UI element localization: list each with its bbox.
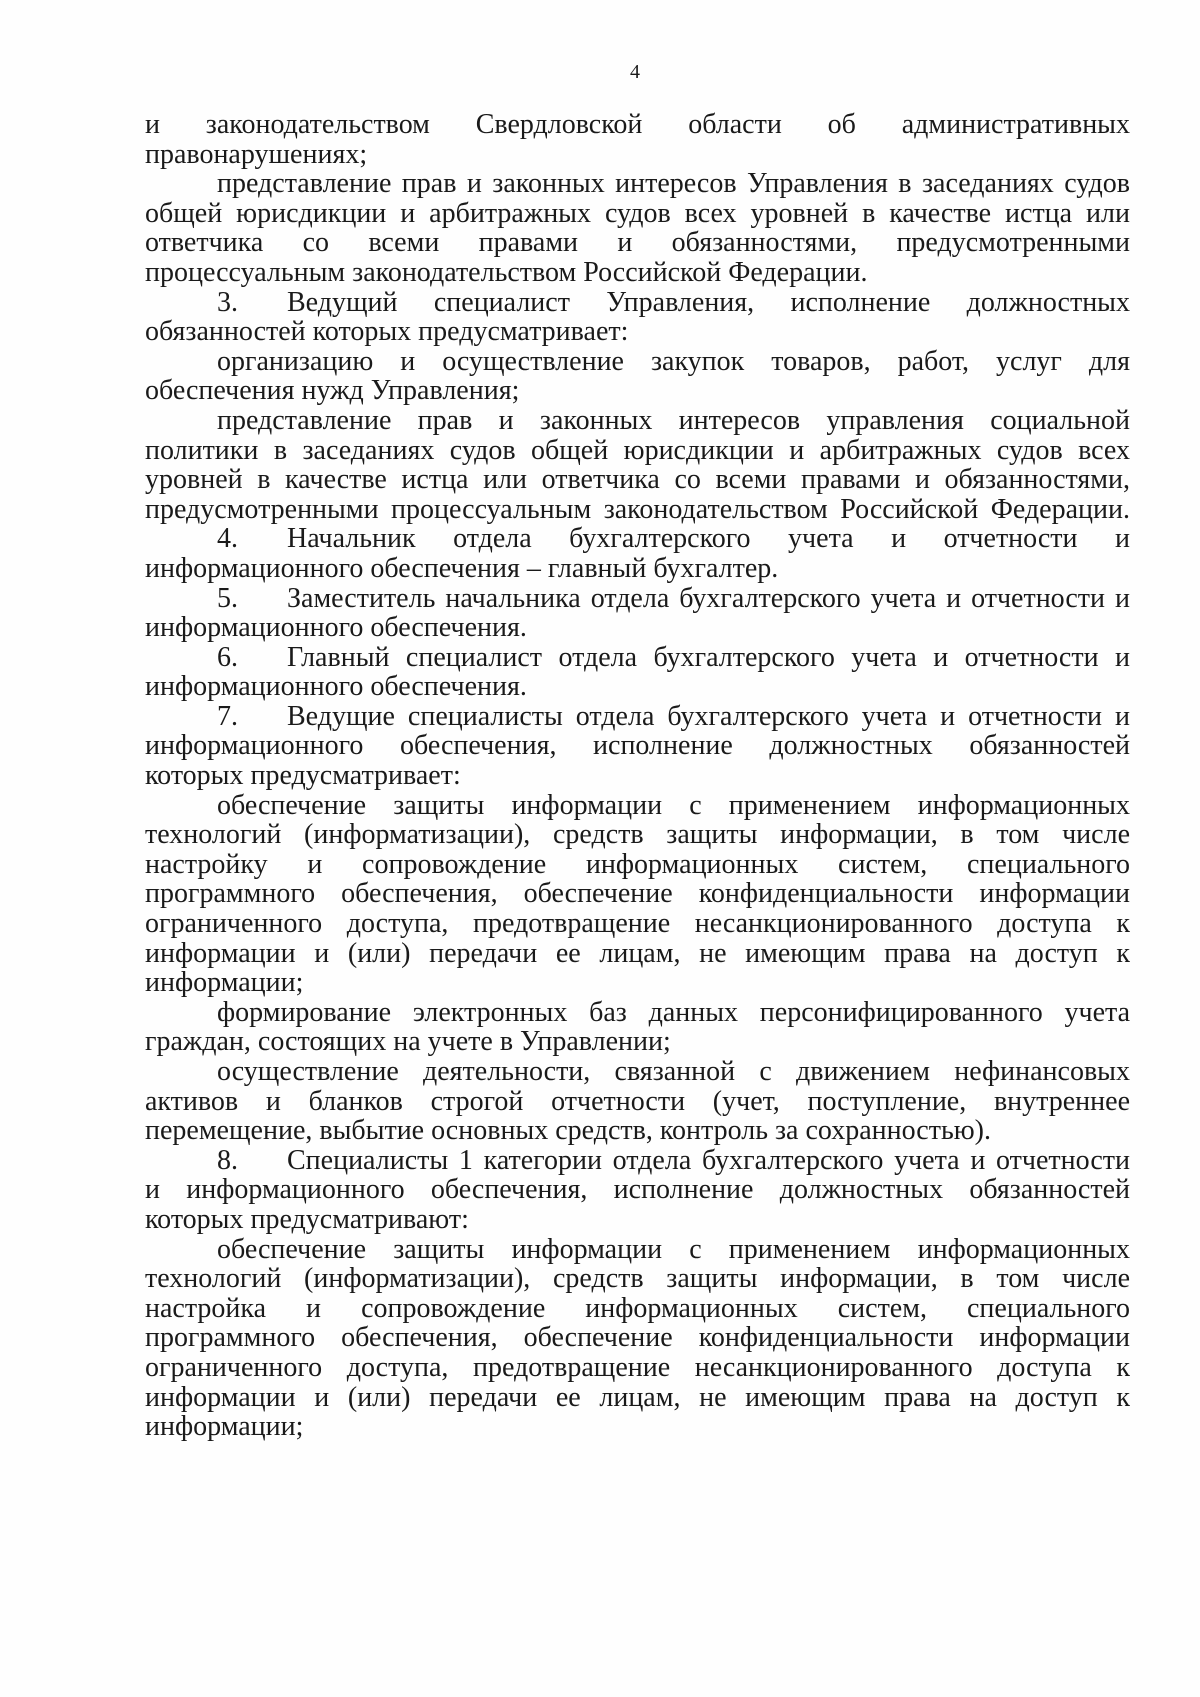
text-line: [145, 1294, 1130, 1324]
line-text: активов и бланков строгой отчетности (учет, поступление, внутреннее: [145, 1085, 1130, 1117]
line-text: уровней в качестве истца или ответчика со всеми правами и обязанностями,: [145, 464, 1130, 496]
line-text: информации и (или) передачи ее лицам, не имеющим права на доступ к: [145, 1381, 1130, 1413]
item-number: 7.: [217, 700, 238, 732]
text-line: [145, 879, 1130, 909]
line-text: настройку и сопровождение информационных систем, специального: [145, 848, 1130, 880]
text-line: [145, 1412, 1130, 1442]
text-line: [145, 791, 1130, 821]
text-line: [145, 761, 1130, 791]
line-text: формирование электронных баз данных персонифицированного учета: [217, 996, 1130, 1028]
item-number: 3.: [217, 286, 238, 318]
numbered-item-line: [145, 702, 1130, 732]
line-text: ограниченного доступа, предотвращение несанкционированного доступа к: [145, 1351, 1130, 1383]
page-number: 4: [630, 61, 640, 83]
line-text: обеспечение защиты информации с применением информационных: [217, 1233, 1130, 1265]
line-text: процессуальным законодательством Российской Федерации.: [145, 256, 868, 288]
line-text: обеспечение защиты информации с применением информационных: [217, 789, 1130, 821]
line-text: и информационного обеспечения, исполнение должностных обязанностей: [145, 1174, 1130, 1206]
line-text: политики в заседаниях судов общей юрисдикции и арбитражных судов всех: [145, 434, 1130, 466]
text-line: [145, 436, 1130, 466]
text-line: [145, 1057, 1130, 1087]
item-number: 5.: [217, 582, 238, 614]
text-line: [145, 347, 1130, 377]
numbered-item-line: [145, 288, 1130, 318]
line-text: представление прав и законных интересов управления социальной: [217, 404, 1130, 436]
line-text: Главный специалист отдела бухгалтерского учета и отчетности и: [287, 641, 1130, 673]
text-line: [145, 998, 1130, 1028]
line-text: представление прав и законных интересов Управления в заседаниях судов: [217, 168, 1130, 200]
line-text: ограниченного доступа, предотвращение несанкционированного доступа к: [145, 908, 1130, 940]
line-text: которых предусматривает:: [145, 760, 461, 792]
numbered-item-line: [145, 643, 1130, 673]
line-text: информации;: [145, 967, 304, 999]
text-line: [145, 1205, 1130, 1235]
line-text: программного обеспечения, обеспечение конфиденциальности информации: [145, 878, 1130, 910]
text-line: [145, 258, 1130, 288]
text-line: [145, 376, 1130, 406]
text-line: [145, 1264, 1130, 1294]
line-text: правонарушениях;: [145, 138, 368, 170]
line-text: Заместитель начальника отдела бухгалтерского учета и отчетности и: [287, 582, 1130, 614]
text-line: [145, 909, 1130, 939]
line-text: информации и (или) передачи ее лицам, не имеющим права на доступ к: [145, 937, 1130, 969]
document-body: [145, 110, 1130, 1442]
text-line: [145, 140, 1130, 170]
line-text: осуществление деятельности, связанной с движением нефинансовых: [217, 1056, 1130, 1087]
text-line: [145, 1235, 1130, 1265]
text-line: [145, 613, 1130, 643]
item-number: 6.: [217, 641, 238, 673]
text-line: [145, 495, 1130, 525]
line-text: настройка и сопровождение информационных систем, специального: [145, 1292, 1130, 1324]
text-line: [145, 1383, 1130, 1413]
line-text: информационного обеспечения – главный бухгалтер.: [145, 552, 779, 584]
text-line: [145, 850, 1130, 880]
line-text: информационного обеспечения, исполнение должностных обязанностей: [145, 730, 1130, 762]
text-line: [145, 731, 1130, 761]
text-line: [145, 820, 1130, 850]
text-line: [145, 1353, 1130, 1383]
line-text: информационного обеспечения.: [145, 612, 527, 644]
text-line: [145, 317, 1130, 347]
line-text: Специалисты 1 категории отдела бухгалтерского учета и отчетности: [287, 1144, 1130, 1176]
numbered-item-line: [145, 524, 1130, 554]
line-text: ответчика со всеми правами и обязанностями, предусмотренными: [145, 227, 1130, 259]
line-text: общей юрисдикции и арбитражных судов всех уровней в качестве истца или: [145, 197, 1130, 229]
line-text: информации;: [145, 1411, 304, 1443]
line-text: перемещение, выбытие основных средств, контроль за сохранностью).: [145, 1115, 991, 1147]
line-text: граждан, состоящих на учете в Управлении;: [145, 1026, 671, 1058]
text-line: [145, 672, 1130, 702]
text-line: [145, 1175, 1130, 1205]
text-line: [145, 1323, 1130, 1353]
text-line: [145, 1087, 1130, 1117]
item-number: 8.: [217, 1144, 238, 1176]
text-line: [145, 1027, 1130, 1057]
line-text: предусмотренными процессуальным законодательством Российской Федерации.: [145, 493, 1130, 525]
numbered-item-line: [145, 1146, 1130, 1176]
text-line: [145, 939, 1130, 969]
line-text: технологий (информатизации), средств защиты информации, в том числе: [145, 819, 1130, 851]
text-line: [145, 968, 1130, 998]
line-text: программного обеспечения, обеспечение конфиденциальности информации: [145, 1322, 1130, 1354]
line-text: которых предусматривают:: [145, 1203, 469, 1235]
text-line: [145, 554, 1130, 584]
item-number: 4.: [217, 523, 238, 555]
line-text: Начальник отдела бухгалтерского учета и отчетности и: [287, 523, 1130, 555]
text-line: [145, 110, 1130, 140]
text-line: [145, 1116, 1130, 1146]
line-text: обязанностей которых предусматривает:: [145, 316, 629, 348]
numbered-item-line: [145, 584, 1130, 614]
line-text: организацию и осуществление закупок товаров, работ, услуг для: [217, 345, 1130, 377]
line-text: Ведущий специалист Управления, исполнение должностных: [287, 286, 1130, 318]
text-line: [145, 465, 1130, 495]
line-text: информационного обеспечения.: [145, 671, 527, 703]
text-line: [145, 169, 1130, 199]
text-line: [145, 406, 1130, 436]
line-text: технологий (информатизации), средств защиты информации, в том числе: [145, 1263, 1130, 1295]
line-text: обеспечения нужд Управления;: [145, 375, 520, 407]
line-text: Ведущие специалисты отдела бухгалтерского учета и отчетности и: [287, 700, 1130, 732]
line-text: и законодательством Свердловской области об административных: [145, 109, 1130, 140]
text-line: [145, 199, 1130, 229]
text-line: [145, 228, 1130, 258]
